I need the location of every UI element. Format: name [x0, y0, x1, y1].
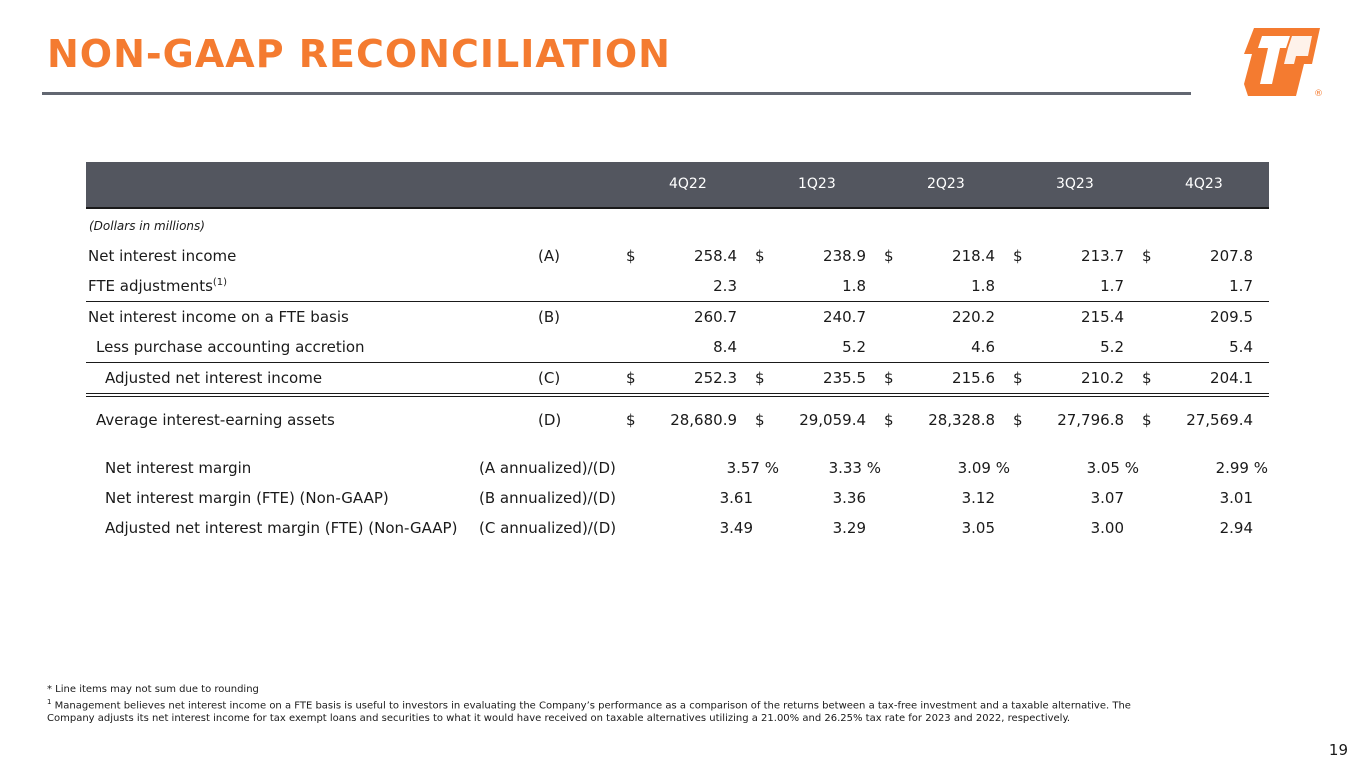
- table-row: [86, 301, 1269, 332]
- cell-value: 5.2: [842, 338, 866, 356]
- row-label: Net interest margin (FTE) (Non-GAAP): [105, 489, 389, 507]
- cell-value: 3.07: [1090, 489, 1124, 507]
- cell-value: 1.7: [1100, 277, 1124, 295]
- cell-value: 3.05 %: [1086, 459, 1139, 477]
- company-logo-icon: [1240, 24, 1324, 100]
- dollar-sign: $: [1013, 247, 1023, 265]
- cell-value: 3.05: [961, 519, 995, 537]
- cell-value: 27,569.4: [1186, 411, 1253, 429]
- column-header: 4Q23: [1185, 176, 1223, 192]
- cell-value: 210.2: [1081, 369, 1124, 387]
- column-header: 1Q23: [798, 176, 836, 192]
- row-label: Average interest-earning assets: [96, 411, 335, 429]
- column-header: 2Q23: [927, 176, 965, 192]
- cell-value: 213.7: [1081, 247, 1124, 265]
- footnotes: [47, 683, 1157, 725]
- row-ref: (A): [538, 247, 560, 265]
- cell-value: 258.4: [694, 247, 737, 265]
- cell-value: 3.29: [832, 519, 866, 537]
- cell-value: 238.9: [823, 247, 866, 265]
- footnote-mark: 1: [47, 698, 52, 706]
- row-label: FTE adjustments$^{(1)}$: [88, 277, 228, 295]
- dollar-sign: $: [884, 411, 894, 429]
- cell-value: 220.2: [952, 308, 995, 326]
- footnote-fte-text: Management believes net interest income on a FTE basis is useful to investors in evaluating the Company’s performance as a comparison of the returns between a tax-free investment and a taxable alternative. The Company adjusts its net interest income for tax exempt loans and securities to what it would have received on taxable alternatives utilizing a 21.00% and 26.25% tax rate for 2023 and 2022, respectively.: [47, 700, 1131, 725]
- row-label: Adjusted net interest income: [105, 369, 323, 387]
- cell-value: 207.8: [1210, 247, 1253, 265]
- table-row: [86, 453, 1269, 483]
- cell-value: 235.5: [823, 369, 866, 387]
- dollar-sign: $: [755, 369, 765, 387]
- cell-value: 28,328.8: [928, 411, 995, 429]
- cell-value: 3.01: [1219, 489, 1253, 507]
- row-label: Less purchase accounting accretion: [96, 338, 365, 356]
- cell-value: 3.57 %: [726, 459, 779, 477]
- cell-value: 8.4: [713, 338, 737, 356]
- row-label: Net interest income on a FTE basis: [88, 308, 349, 326]
- dollar-sign: $: [755, 247, 765, 265]
- table-row: [86, 332, 1269, 362]
- cell-value: 218.4: [952, 247, 995, 265]
- row-ref: (B): [538, 308, 560, 326]
- row-label: Net interest margin: [105, 459, 252, 477]
- table-row: [86, 405, 1269, 435]
- units-row: [86, 209, 1269, 241]
- cell-value: 3.12: [961, 489, 995, 507]
- cell-value: 3.09 %: [957, 459, 1010, 477]
- cell-value: 5.2: [1100, 338, 1124, 356]
- cell-value: 3.33 %: [828, 459, 881, 477]
- cell-value: 2.94: [1219, 519, 1253, 537]
- units-label: (Dollars in millions): [89, 219, 205, 233]
- dollar-sign: $: [884, 369, 894, 387]
- row-ref: (B annualized)/(D): [479, 489, 616, 507]
- column-header: 3Q23: [1056, 176, 1094, 192]
- dollar-sign: $: [1013, 369, 1023, 387]
- dollar-sign: $: [884, 247, 894, 265]
- table-header: [86, 162, 1269, 209]
- table-row: [86, 241, 1269, 271]
- reconciliation-table: [86, 162, 1269, 543]
- row-ref: (C): [538, 369, 561, 387]
- cell-value: 240.7: [823, 308, 866, 326]
- cell-value: 3.00: [1090, 519, 1124, 537]
- cell-value: 252.3: [694, 369, 737, 387]
- footnote-fte: [47, 696, 1157, 725]
- cell-value: 1.8: [842, 277, 866, 295]
- page-number: 19: [1328, 741, 1348, 759]
- cell-value: 204.1: [1210, 369, 1253, 387]
- dollar-sign: $: [626, 411, 636, 429]
- cell-value: 4.6: [971, 338, 995, 356]
- cell-value: 3.61: [719, 489, 753, 507]
- dollar-sign: $: [755, 411, 765, 429]
- column-header: 4Q22: [669, 176, 707, 192]
- cell-value: 215.6: [952, 369, 995, 387]
- page-title: NON-GAAP RECONCILIATION: [47, 32, 671, 76]
- row-ref: (A annualized)/(D): [479, 459, 616, 477]
- cell-value: 209.5: [1210, 308, 1253, 326]
- cell-value: 1.8: [971, 277, 995, 295]
- cell-value: 3.49: [719, 519, 753, 537]
- cell-value: 1.7: [1229, 277, 1253, 295]
- cell-value: 29,059.4: [799, 411, 866, 429]
- cell-value: 2.99 %: [1215, 459, 1268, 477]
- table-row: [86, 483, 1269, 513]
- dollar-sign: $: [626, 369, 636, 387]
- cell-value: 27,796.8: [1057, 411, 1124, 429]
- cell-value: 5.4: [1229, 338, 1253, 356]
- table-row: [86, 362, 1269, 393]
- row-ref: (D): [538, 411, 562, 429]
- cell-value: 2.3: [713, 277, 737, 295]
- dollar-sign: $: [1142, 411, 1152, 429]
- cell-value: 28,680.9: [670, 411, 737, 429]
- dollar-sign: $: [626, 247, 636, 265]
- footnote-rounding: * Line items may not sum due to rounding: [47, 684, 259, 695]
- table-row: [86, 271, 1269, 301]
- cell-value: 260.7: [694, 308, 737, 326]
- table-row: [86, 513, 1269, 543]
- footnote-ref: (1): [212, 277, 228, 288]
- row-ref: (C annualized)/(D): [479, 519, 617, 537]
- dollar-sign: $: [1013, 411, 1023, 429]
- registered-mark: ®: [1314, 89, 1323, 99]
- dollar-sign: $: [1142, 369, 1152, 387]
- row-label: Adjusted net interest margin (FTE) (Non-GAAP): [105, 519, 458, 537]
- row-label: Net interest income: [88, 247, 237, 265]
- title-underline: [42, 92, 1191, 95]
- cell-value: 3.36: [832, 489, 866, 507]
- cell-value: 215.4: [1081, 308, 1124, 326]
- dollar-sign: $: [1142, 247, 1152, 265]
